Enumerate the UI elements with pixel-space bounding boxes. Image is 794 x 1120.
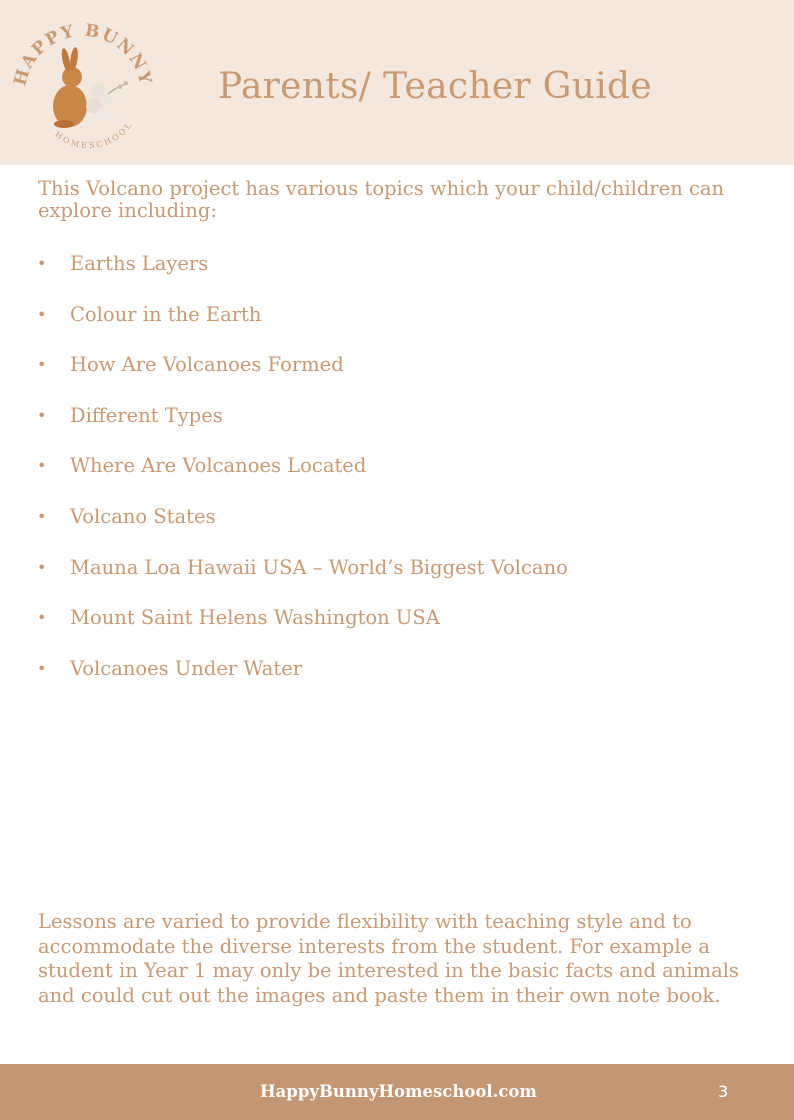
bullet-icon: • <box>37 658 47 678</box>
bullet-icon: • <box>37 254 47 273</box>
list-item <box>0 505 794 556</box>
list-item <box>0 454 794 505</box>
bullet-icon: • <box>37 557 47 577</box>
bullet-icon: • <box>37 355 47 375</box>
list-item <box>0 606 794 657</box>
bunny-icon <box>53 47 128 128</box>
intro-paragraph: This Volcano project has various topics which your child/children can explore including: <box>38 177 725 222</box>
logo-brand-text: HAPPY BUNNY <box>10 20 156 89</box>
list-item <box>0 657 794 708</box>
topic-label: Mauna Loa Hawaii USA – World’s Biggest Volcano <box>70 555 568 579</box>
happy-bunny-logo <box>8 14 158 164</box>
topic-label: Different Types <box>70 403 223 427</box>
topic-list <box>0 252 794 707</box>
bullet-icon: • <box>37 405 47 425</box>
topic-label: Earths Layers <box>70 252 209 275</box>
topic-label: Mount Saint Helens Washington USA <box>70 606 440 630</box>
list-item <box>0 404 794 455</box>
list-item <box>0 556 794 607</box>
topic-label: Where Are Volcanoes Located <box>70 454 367 478</box>
bullet-icon: • <box>37 456 47 476</box>
topic-label: How Are Volcanoes Formed <box>70 353 344 377</box>
page-title: Parents/ Teacher Guide <box>218 66 652 107</box>
page-footer <box>0 1064 794 1120</box>
topic-label: Volcano States <box>70 504 216 528</box>
list-item <box>0 252 794 303</box>
list-item <box>0 353 794 404</box>
list-item <box>0 303 794 354</box>
svg-text:HAPPY BUNNY <box>10 21 155 88</box>
logo-sub-text: HOMESCHOOL <box>53 119 135 151</box>
lessons-paragraph: Lessons are varied to provide flexibility with teaching style and to accommodate the diverse interests from the student. For example a student in Year 1 may only be interested in the basic facts and animals and could cut out the images and paste them in their own note book. <box>38 910 739 1007</box>
bullet-icon: • <box>37 608 47 628</box>
topic-label: Colour in the Earth <box>70 302 262 326</box>
bullet-icon: • <box>37 304 47 324</box>
topic-label: Volcanoes Under Water <box>70 656 303 680</box>
page-header <box>0 0 794 165</box>
bullet-icon: • <box>37 506 47 526</box>
page-number: 3 <box>718 1082 729 1101</box>
footer-website-link[interactable]: HappyBunnyHomeschool.com <box>260 1082 537 1101</box>
